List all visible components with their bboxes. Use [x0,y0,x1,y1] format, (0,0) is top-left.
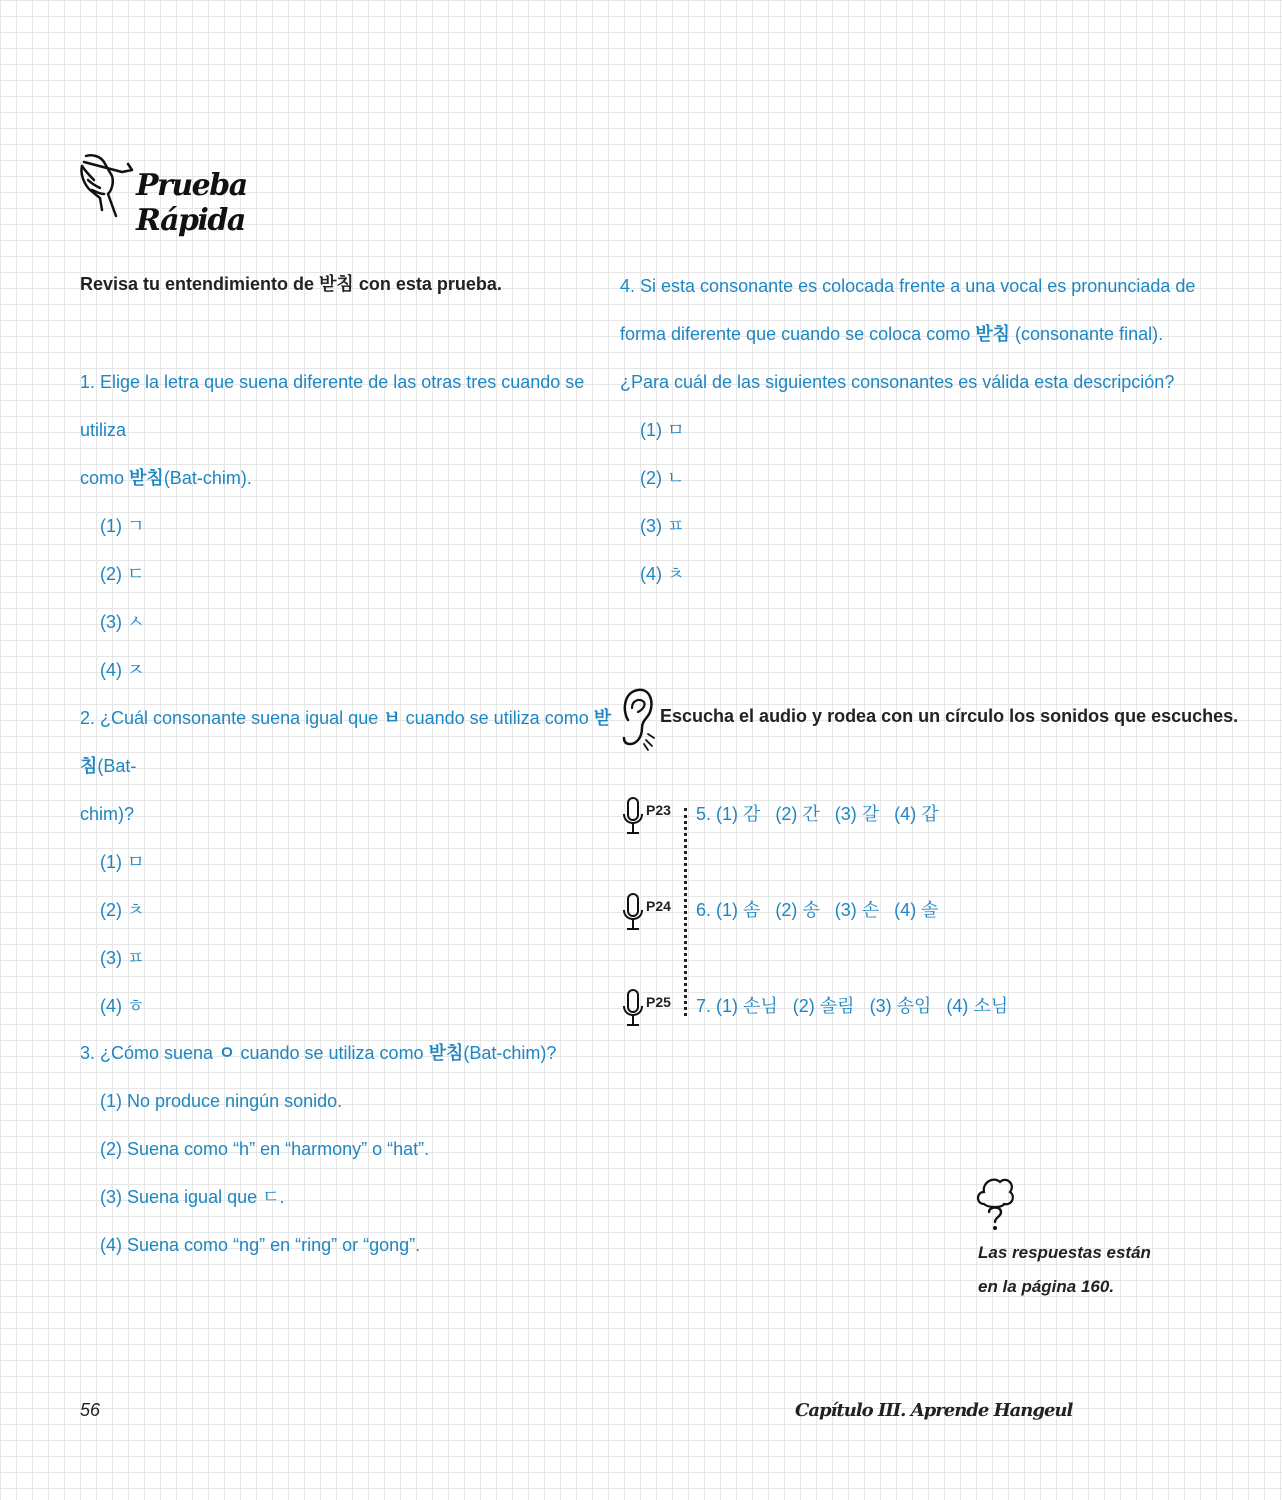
question-6-options[interactable]: 6. (1) 솜 (2) 송 (3) 손 (4) 솔 [696,900,939,920]
microphone-icon[interactable] [622,988,644,1033]
dotted-divider [684,808,687,1016]
audio-track-tag: P23 [646,802,671,818]
option[interactable]: (4) ㅎ [100,996,145,1016]
option[interactable]: (3) ㅍ [100,948,145,968]
question-1-line2-before: como [80,468,130,488]
thinking-cloud-icon [974,1170,1016,1237]
option[interactable]: (2) Suena como “h” en “harmony” o “hat”. [100,1139,430,1159]
question-2-korean-2: 받침 [80,708,612,776]
option[interactable]: (4) ㅈ [100,660,145,680]
option[interactable]: (1) ㄱ [100,516,145,536]
question-3-line1 [80,1029,600,1077]
question-4-line2 [620,310,1220,358]
microphone-icon[interactable] [622,892,644,937]
listening-heading: Escucha el audio y rodea con un círculo los sonidos que escuches. [660,706,1239,726]
question-4-line3: ¿Para cuál de las siguientes consonantes es válida esta descripción? [620,372,1175,392]
question-3-korean-2: 받침 [428,1043,464,1063]
option[interactable]: (1) ㅁ [100,852,145,872]
option[interactable]: (2) ㄴ [640,468,685,488]
question-2-line1-after: (Bat- [97,756,137,776]
question-2 [80,694,620,1030]
audio-track-tag: P24 [646,898,671,914]
question-4-korean: 받침 [975,324,1010,344]
question-3-line1-before: 3. ¿Cómo suena [80,1043,219,1063]
option[interactable]: (4) Suena como “ng” en “ring” or “gong”. [100,1235,421,1255]
question-3-korean: ㅇ [218,1043,236,1063]
option[interactable]: (1) No produce ningún sonido. [100,1091,343,1111]
page-header [78,150,338,238]
question-1-line1: 1. Elige la letra que suena diferente de las otras tres cuando se utiliza [80,372,585,440]
answer-note [978,1236,1151,1304]
question-1-korean: 받침 [129,468,164,488]
question-4 [620,262,1220,598]
page-title: Prueba Rápida [136,168,247,238]
question-3-line1-mid: cuando se utiliza como [235,1043,429,1063]
microphone-icon[interactable] [622,796,644,841]
audio-track-tag: P25 [646,994,671,1010]
ear-icon [618,684,658,757]
option[interactable]: (3) Suena igual que ㄷ. [100,1187,285,1207]
question-1-line2 [80,454,600,502]
question-3 [80,1029,600,1269]
intro-after: con esta prueba. [353,274,502,294]
answer-note-line2: en la página 160. [978,1277,1115,1296]
option[interactable]: (3) ㅅ [100,612,145,632]
writing-hand-icon [78,150,136,227]
question-7-options[interactable]: 7. (1) 손님 (2) 솔림 (3) 송임 (4) 소님 [696,996,1009,1016]
chapter-title: Capítulo III. Aprende Hangeul [795,1400,1073,1421]
question-2-line1-before: 2. ¿Cuál consonante suena igual que [80,708,384,728]
page-number: 56 [80,1400,101,1420]
question-4-line2-before: forma diferente que cuando se coloca como [620,324,976,344]
question-1-line2-after: (Bat-chim). [163,468,252,488]
question-5-options[interactable]: 5. (1) 감 (2) 간 (3) 갈 (4) 갑 [696,804,939,824]
question-2-korean: ㅂ [383,708,401,728]
option[interactable]: (2) ㅊ [100,900,145,920]
intro-korean: 받침 [319,274,354,294]
option[interactable]: (3) ㅍ [640,516,685,536]
question-1 [80,358,600,694]
option[interactable]: (1) ㅁ [640,420,685,440]
question-3-line1-after: (Bat-chim)? [463,1043,557,1063]
question-2-line2: chim)? [80,804,135,824]
question-4-line1: 4. Si esta consonante es colocada frente a una vocal es pronunciada de [620,276,1196,296]
intro-before: Revisa tu entendimiento de [80,274,320,294]
question-4-line2-after: (consonante final). [1010,324,1164,344]
intro-text [80,270,502,296]
question-2-line1 [80,694,620,790]
question-2-line1-mid: cuando se utiliza como [400,708,594,728]
option[interactable]: (4) ㅊ [640,564,685,584]
option[interactable]: (2) ㄷ [100,564,145,584]
answer-note-line1: Las respuestas están [978,1243,1151,1262]
